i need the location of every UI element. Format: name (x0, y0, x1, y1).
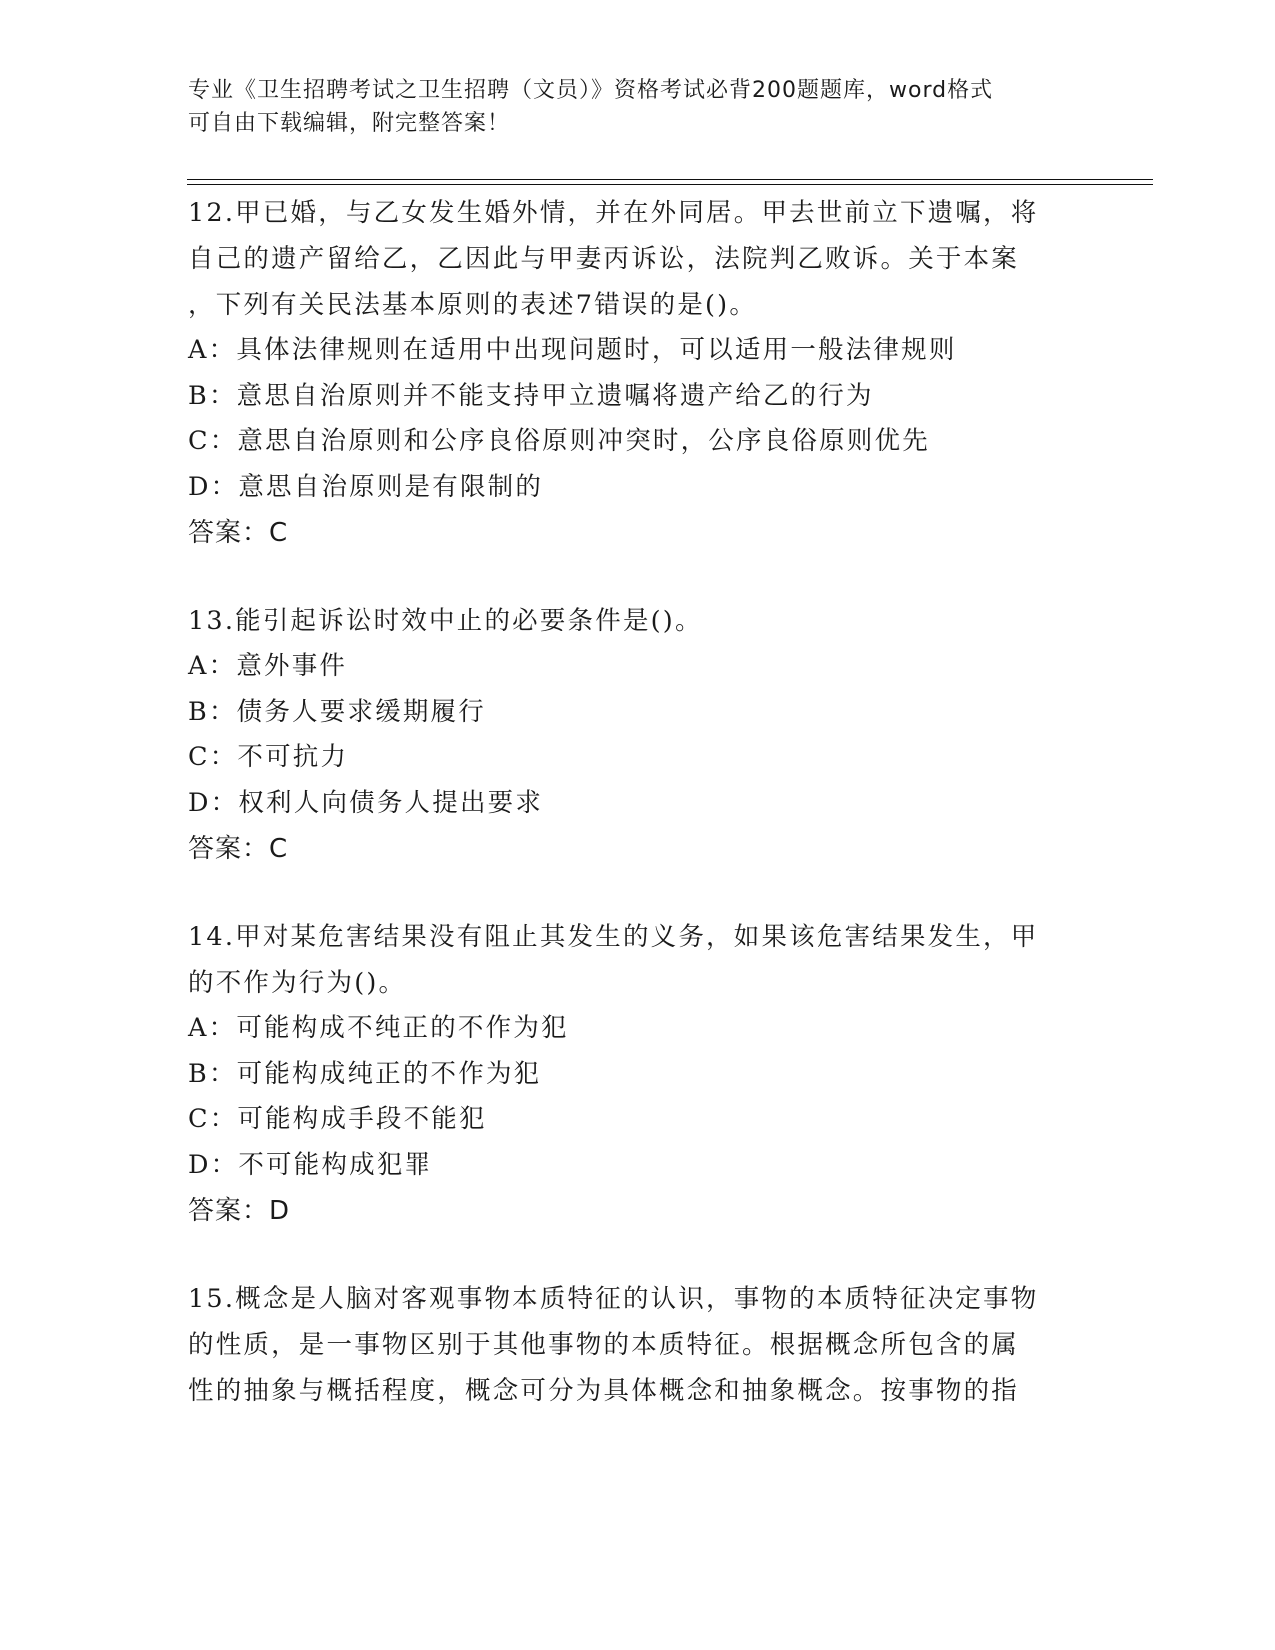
question-stem-line: 12.甲已婚，与乙女发生婚外情，并在外同居。甲去世前立下遗嘱，将 (188, 198, 1039, 228)
option-b: B：债务人要求缓期履行 (188, 696, 486, 727)
option-b: B：可能构成纯正的不作为犯 (188, 1058, 542, 1089)
question-stem-line: 14.甲对某危害结果没有阻止其发生的义务，如果该危害结果发生，甲 (188, 922, 1039, 952)
option-c: C：可能构成手段不能犯 (188, 1104, 487, 1134)
option-d: D：不可能构成犯罪 (188, 1149, 433, 1180)
question-13 (188, 598, 1078, 872)
header-divider-top (187, 179, 1153, 180)
option-a: A：可能构成不纯正的不作为犯 (188, 1013, 569, 1043)
question-stem-line: 的不作为行为()。 (188, 968, 407, 998)
question-stem-line: ，下列有关民法基本原则的表述7错误的是()。 (188, 290, 758, 320)
answer: 答案：C (188, 834, 289, 864)
header-divider-bottom (187, 184, 1153, 185)
question-stem-line: 13.能引起诉讼时效中止的必要条件是()。 (188, 606, 703, 636)
option-c: C：不可抗力 (188, 742, 349, 772)
question-12 (188, 190, 1078, 556)
answer: 答案：C (188, 518, 289, 548)
question-15 (188, 1276, 1078, 1414)
question-stem-line: 性的抽象与概括程度，概念可分为具体概念和抽象概念。按事物的指 (188, 1376, 1020, 1406)
option-d: D：权利人向债务人提出要求 (188, 787, 544, 818)
option-b: B：意思自治原则并不能支持甲立遗嘱将遗产给乙的行为 (188, 380, 874, 411)
question-stem-line: 的性质，是一事物区别于其他事物的本质特征。根据概念所包含的属 (188, 1330, 1020, 1360)
document-header (188, 74, 1088, 140)
question-14 (188, 914, 1078, 1234)
option-a: A：具体法律规则在适用中出现问题时，可以适用一般法律规则 (188, 335, 957, 365)
option-c: C：意思自治原则和公序良俗原则冲突时，公序良俗原则优先 (188, 426, 930, 456)
question-stem-line: 15.概念是人脑对客观事物本质特征的认识，事物的本质特征决定事物 (188, 1284, 1039, 1314)
question-stem-line: 自己的遗产留给乙，乙因此与甲妻丙诉讼，法院判乙败诉。关于本案 (188, 244, 1020, 274)
header-line-1: 专业《卫生招聘考试之卫生招聘（文员）》资格考试必背200题题库，word格式 (188, 78, 994, 103)
option-a: A：意外事件 (188, 651, 348, 681)
question-list (188, 190, 1078, 1456)
option-d: D：意思自治原则是有限制的 (188, 471, 544, 502)
header-line-2: 可自由下载编辑，附完整答案！ (188, 111, 511, 136)
answer: 答案：D (188, 1196, 291, 1226)
